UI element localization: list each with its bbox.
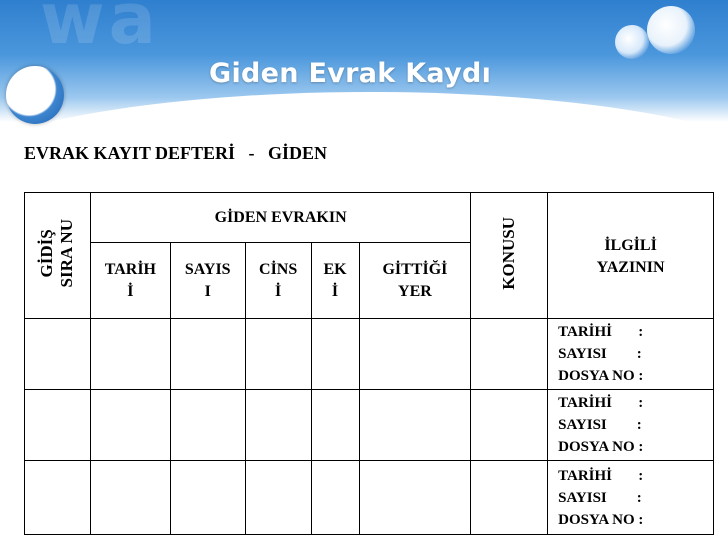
related-header-cell [548, 193, 714, 319]
cinsi-cell [245, 319, 311, 390]
eki-cell [311, 461, 359, 535]
eki-cell [311, 390, 359, 461]
konusu-header-label: KONUSU [499, 216, 519, 290]
related-header-label: İLGİLİ YAZININ [596, 237, 665, 276]
cinsi-cell [245, 461, 311, 535]
decorative-orb-small-icon [615, 25, 649, 59]
konusu-cell [471, 461, 548, 535]
table-row [25, 390, 714, 461]
cinsi-cell [245, 390, 311, 461]
konusu-header-cell [471, 193, 548, 319]
eki-cell [311, 319, 359, 390]
column-header-tarih: TARİH İ [90, 243, 170, 319]
column-header-eki: EK İ [311, 243, 359, 319]
related-info-cell [548, 319, 714, 390]
gittigi-yer-cell [359, 319, 471, 390]
table-header-row [25, 193, 714, 243]
sayisi-cell [170, 390, 245, 461]
related-date-label: TARİHİ : [558, 395, 644, 411]
sira-header-label: GİDİŞ SIRA NU [37, 218, 77, 288]
decorative-orb-left-icon [6, 66, 64, 124]
sayisi-cell [170, 461, 245, 535]
related-date-label: TARİHİ : [558, 467, 644, 484]
table-row [25, 319, 714, 390]
gittigi-yer-cell [359, 390, 471, 461]
sira-cell [25, 390, 91, 461]
related-info-cell [548, 461, 714, 535]
tarih-cell [90, 461, 170, 535]
tarih-cell [90, 319, 170, 390]
register-table [24, 192, 714, 535]
gittigi-yer-cell [359, 461, 471, 535]
banner-curve [0, 92, 728, 122]
related-number-label: SAYISI : [558, 489, 642, 506]
related-number-label: SAYISI : [558, 417, 642, 433]
group-header-label: GİDEN EVRAKIN [214, 208, 347, 226]
konusu-cell [471, 390, 548, 461]
related-number-label: SAYISI : [558, 346, 642, 362]
column-header-gittigi-yer: GİTTİĞİ YER [359, 243, 471, 319]
sira-cell [25, 461, 91, 535]
decorative-orb-large-icon [647, 6, 695, 54]
related-info-cell [548, 390, 714, 461]
related-file-label: DOSYA NO : [558, 368, 644, 384]
tarih-cell [90, 390, 170, 461]
banner-watermark: wa [40, 0, 160, 60]
group-header-cell [90, 193, 470, 243]
document-heading: EVRAK KAYIT DEFTERİ - GİDEN [24, 143, 328, 163]
sayisi-cell [170, 319, 245, 390]
related-date-label: TARİHİ : [558, 324, 644, 340]
related-file-label: DOSYA NO : [558, 511, 644, 528]
related-file-label: DOSYA NO : [558, 439, 644, 455]
sira-cell [25, 319, 91, 390]
column-header-cinsi: CİNS İ [245, 243, 311, 319]
column-header-sayisi: SAYIS I [170, 243, 245, 319]
slide-title: Giden Evrak Kaydı [209, 58, 492, 89]
sira-header-cell [25, 193, 91, 319]
table-row [25, 461, 714, 535]
konusu-cell [471, 319, 548, 390]
